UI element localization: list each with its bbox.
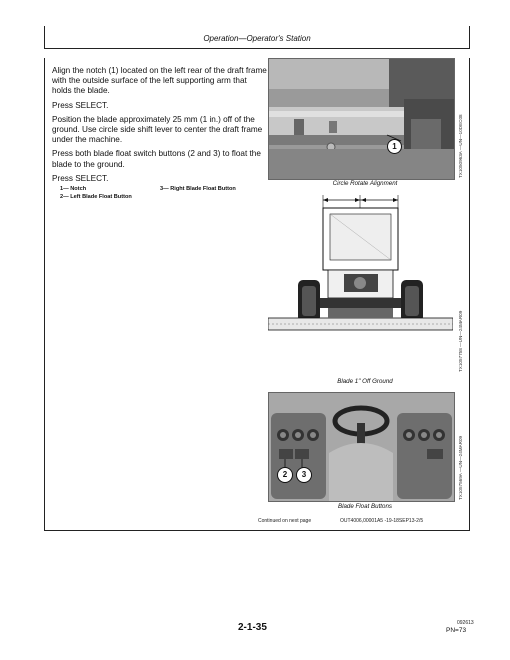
circle-alignment-illustration (268, 190, 453, 370)
footer-pn: PN=73 (446, 627, 467, 634)
instructions (52, 66, 267, 184)
continued-note: Continued on next page (258, 518, 312, 524)
control-console-illustration (269, 393, 454, 501)
draft-frame-illustration (269, 59, 454, 179)
legend-item-3: 3— Right Blade Float Button (160, 186, 236, 192)
instruction-step: Align the notch (1) located on the left rear of the draft frame with the outside surface of the left supporting arm that holds the blade. (52, 66, 267, 96)
grader-front-view (268, 190, 453, 370)
footer-code: 092613 (457, 620, 474, 626)
callout-3: 3 (296, 467, 312, 483)
figure-2-caption: Circle Rotate Alignment (332, 180, 398, 187)
instruction-step: Press SELECT. (52, 100, 109, 110)
float-buttons-photo (268, 392, 455, 502)
figure-1-code: TX1050963A —UN—10DEC08 (458, 114, 463, 178)
figure-2-code: TX1057758 —UN—24MAR09 (458, 310, 463, 372)
figure-3-caption: Blade Float Buttons (337, 503, 392, 510)
page-number: 2-1-35 (238, 622, 267, 633)
instruction-step: Press both blade float switch buttons (2 and 3) to float the blade to the ground. (52, 149, 261, 169)
figure-2-subcaption: Blade 1" Off Ground (337, 378, 393, 385)
callout-1: 1 (387, 139, 402, 154)
draft-frame-photo (268, 58, 455, 180)
document-reference: OUT4006,00001A5 -19-18SEP13-2/5 (340, 518, 424, 524)
instruction-step: Position the blade approximately 25 mm (1 in.) off of the ground. Use circle side shift lever to center the draft frame under the machine. (52, 114, 263, 145)
legend-item-2: 2— Left Blade Float Button (60, 194, 132, 200)
figure-3-code: TX1057569A —UN—24MAR09 (458, 435, 463, 500)
section-title: Operation—Operator's Station (203, 34, 311, 43)
callout-2: 2 (277, 467, 293, 483)
legend-item-1: 1— Notch (60, 186, 87, 192)
instruction-step: Press SELECT. (52, 173, 109, 183)
page-header (44, 26, 470, 49)
